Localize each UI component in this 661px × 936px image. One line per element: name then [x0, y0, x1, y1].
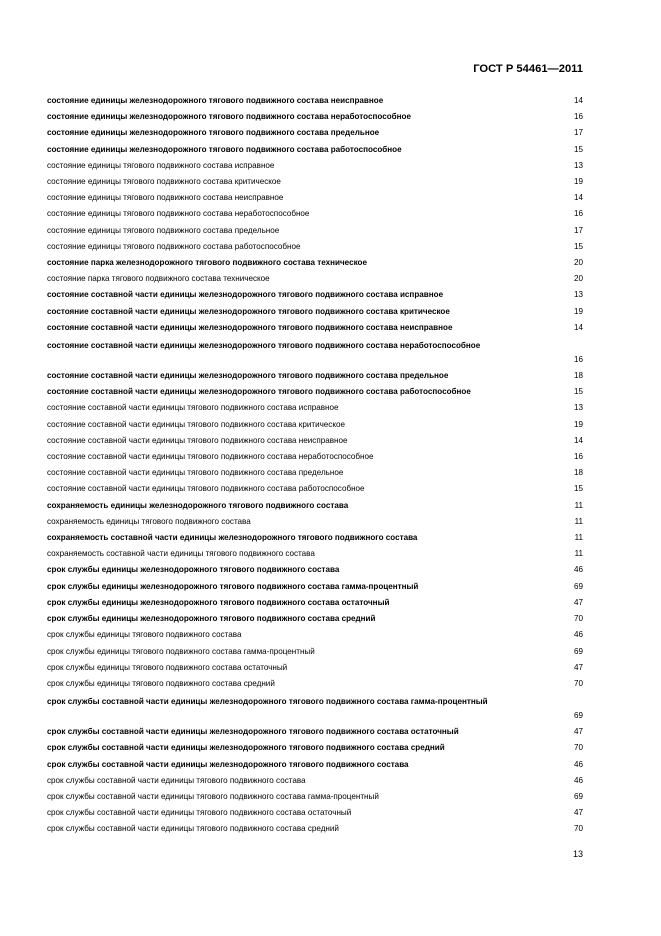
index-term: состояние составной части единицы тягового подвижного состава предельное [47, 468, 344, 478]
index-term: состояние единицы железнодорожного тягового подвижного состава работоспособное [47, 144, 402, 154]
index-entry [47, 465, 583, 481]
index-term: состояние единицы тягового подвижного состава исправное [47, 160, 275, 170]
index-term: срок службы составной части единицы тягового подвижного состава остаточный [47, 808, 352, 818]
index-term: состояние составной части единицы железнодорожного тягового подвижного состава критическое [47, 306, 450, 316]
index-entry [47, 206, 583, 222]
index-page-ref: 16 [573, 209, 583, 219]
index-term: срок службы составной части единицы железнодорожного тягового подвижного состава остаточный [47, 727, 459, 737]
index-term: состояние парка тягового подвижного состава техническое [47, 274, 270, 284]
index-page-ref: 19 [573, 177, 583, 187]
index-entry [47, 805, 583, 821]
index-page-ref: 15 [573, 241, 583, 251]
index-term: состояние составной части единицы тягового подвижного состава критическое [47, 419, 345, 429]
index-term: срок службы единицы тягового подвижного состава гамма-процентный [47, 646, 315, 656]
index-term: срок службы составной части единицы тягового подвижного состава средний [47, 824, 339, 834]
index-entry [47, 174, 583, 190]
index-page-ref: 19 [573, 306, 583, 316]
index-page-ref: 69 [573, 710, 583, 720]
index-page-ref: 14 [573, 322, 583, 332]
index-entry [47, 271, 583, 287]
index-entry [47, 757, 583, 773]
index-page-ref: 20 [573, 274, 583, 284]
document-code: ГОСТ Р 54461—2011 [473, 63, 583, 75]
index-entry [47, 417, 583, 433]
index-term: состояние единицы железнодорожного тягового подвижного состава предельное [47, 128, 380, 138]
index-page-ref: 20 [573, 258, 583, 268]
index-entry [47, 239, 583, 255]
index-term: состояние единицы тягового подвижного состава предельное [47, 225, 280, 235]
index-term: срок службы единицы железнодорожного тягового подвижного состава гамма-процентный [47, 581, 419, 591]
index-term: состояние составной части единицы тягового подвижного состава неработоспособное [47, 452, 374, 462]
index-entry [47, 433, 583, 449]
index-entry [47, 400, 583, 416]
index-entry [47, 821, 583, 837]
index-page-ref: 13 [573, 160, 583, 170]
index-entry [47, 692, 583, 724]
index-entry [47, 773, 583, 789]
index-entry [47, 304, 583, 320]
index-term: срок службы единицы железнодорожного тягового подвижного состава [47, 565, 340, 575]
index-entry [47, 142, 583, 158]
index-term: срок службы составной части единицы тягового подвижного состава гамма-процентный [47, 791, 379, 801]
index-term: срок службы единицы железнодорожного тягового подвижного состава средний [47, 614, 376, 624]
index-entry [47, 384, 583, 400]
index-term: сохраняемость единицы железнодорожного тягового подвижного состава [47, 500, 349, 510]
index-page-ref: 14 [573, 435, 583, 445]
index-page-ref: 46 [573, 630, 583, 640]
index-page-ref: 17 [573, 225, 583, 235]
alphabetical-index [47, 93, 583, 838]
index-entry [47, 546, 583, 562]
index-term: состояние составной части единицы железнодорожного тягового подвижного состава предельное [47, 371, 449, 381]
index-page-ref: 15 [573, 484, 583, 494]
index-page-ref: 46 [573, 775, 583, 785]
index-entry [47, 595, 583, 611]
index-page-ref: 14 [573, 96, 583, 105]
index-entry [47, 481, 583, 497]
index-page-ref: 69 [573, 791, 583, 801]
index-page-ref: 18 [573, 468, 583, 478]
index-entry [47, 93, 583, 109]
index-entry [47, 676, 583, 692]
index-term: состояние парка железнодорожного тягового подвижного состава техническое [47, 258, 367, 268]
index-term: срок службы единицы железнодорожного тягового подвижного состава остаточный [47, 597, 390, 607]
index-term: состояние составной части единицы железнодорожного тягового подвижного состава работоспособное [47, 387, 471, 397]
index-term: состояние составной части единицы железнодорожного тягового подвижного состава неработоспособное [47, 341, 481, 351]
index-entry [47, 514, 583, 530]
index-term: состояние составной части единицы тягового подвижного состава исправное [47, 403, 339, 413]
index-page-ref: 17 [573, 128, 583, 138]
index-entry [47, 562, 583, 578]
index-entry [47, 336, 583, 368]
index-page-ref: 14 [573, 193, 583, 203]
index-term: состояние составной части единицы железнодорожного тягового подвижного состава исправное [47, 290, 444, 300]
index-term: состояние составной части единицы тягового подвижного состава неисправное [47, 435, 348, 445]
index-page-ref: 47 [573, 727, 583, 737]
index-term: срок службы составной части единицы тягового подвижного состава [47, 775, 306, 785]
index-term: сохраняемость составной части единицы железнодорожного тягового подвижного состава [47, 533, 418, 543]
index-term: срок службы составной части единицы железнодорожного тягового подвижного состава гамма-процентный [47, 697, 488, 707]
index-term: состояние составной части единицы железнодорожного тягового подвижного состава неисправное [47, 322, 453, 332]
index-page-ref: 11 [574, 533, 583, 543]
index-term: состояние единицы тягового подвижного состава работоспособное [47, 241, 301, 251]
index-entry [47, 724, 583, 740]
index-term: состояние составной части единицы тягового подвижного состава работоспособное [47, 484, 365, 494]
index-page-ref: 70 [573, 743, 583, 753]
index-entry [47, 190, 583, 206]
index-page-ref: 19 [573, 419, 583, 429]
page-number: 13 [572, 849, 583, 859]
index-term: состояние единицы железнодорожного тягового подвижного состава неработоспособное [47, 112, 412, 122]
index-entry [47, 579, 583, 595]
index-entry [47, 368, 583, 384]
index-term: состояние единицы железнодорожного тягового подвижного состава неисправное [47, 96, 384, 105]
index-entry [47, 789, 583, 805]
index-entry [47, 158, 583, 174]
index-entry [47, 644, 583, 660]
index-page-ref: 47 [573, 662, 583, 672]
index-page-ref: 11 [574, 500, 583, 510]
index-page-ref: 16 [573, 112, 583, 122]
index-entry [47, 498, 583, 514]
index-page-ref: 69 [573, 646, 583, 656]
index-term: сохраняемость единицы тягового подвижного состава [47, 516, 251, 526]
index-page-ref: 70 [573, 678, 583, 688]
index-page-ref: 16 [573, 354, 583, 364]
index-page-ref: 13 [573, 290, 583, 300]
index-term: состояние единицы тягового подвижного состава неработоспособное [47, 209, 310, 219]
index-entry [47, 740, 583, 756]
index-page-ref: 11 [574, 516, 583, 526]
index-term: срок службы единицы тягового подвижного состава средний [47, 678, 275, 688]
index-page-ref: 47 [573, 808, 583, 818]
index-entry [47, 255, 583, 271]
index-entry [47, 125, 583, 141]
index-page-ref: 16 [573, 452, 583, 462]
index-entry [47, 223, 583, 239]
index-entry [47, 660, 583, 676]
index-page-ref: 46 [573, 565, 583, 575]
index-page-ref: 15 [573, 144, 583, 154]
index-term: срок службы составной части единицы железнодорожного тягового подвижного состава средний [47, 743, 445, 753]
index-page-ref: 70 [573, 824, 583, 834]
index-page-ref: 46 [573, 759, 583, 769]
index-entry [47, 449, 583, 465]
index-page-ref: 15 [573, 387, 583, 397]
index-page-ref: 13 [573, 403, 583, 413]
index-entry [47, 287, 583, 303]
index-entry [47, 627, 583, 643]
index-term: срок службы составной части единицы железнодорожного тягового подвижного состава [47, 759, 409, 769]
index-entry [47, 611, 583, 627]
index-entry [47, 109, 583, 125]
index-term: состояние единицы тягового подвижного состава неисправное [47, 193, 284, 203]
index-page-ref: 70 [573, 614, 583, 624]
index-term: сохраняемость составной части единицы тягового подвижного состава [47, 549, 315, 559]
index-term: состояние единицы тягового подвижного состава критическое [47, 177, 281, 187]
index-page-ref: 69 [573, 581, 583, 591]
index-page-ref: 47 [573, 597, 583, 607]
index-entry [47, 320, 583, 336]
index-entry [47, 530, 583, 546]
index-page-ref: 11 [574, 549, 583, 559]
index-term: срок службы единицы тягового подвижного состава [47, 630, 242, 640]
index-page-ref: 18 [573, 371, 583, 381]
index-term: срок службы единицы тягового подвижного состава остаточный [47, 662, 288, 672]
